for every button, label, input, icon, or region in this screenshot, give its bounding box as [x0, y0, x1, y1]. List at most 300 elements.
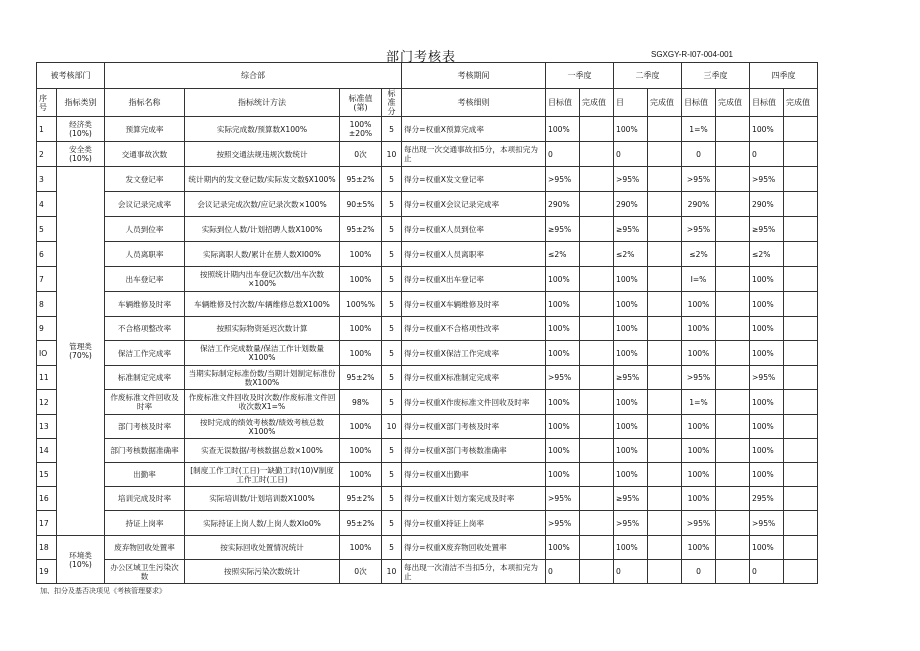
row-q1-target: 100% — [546, 117, 580, 142]
row-q3-done — [716, 192, 750, 217]
row-q2-done — [648, 366, 682, 390]
row-score: 5 — [382, 463, 402, 487]
row-rules: 得分=权重X车辆维修及时率 — [402, 292, 546, 317]
row-standard: 100% — [340, 242, 382, 267]
row-standard: 95±2% — [340, 366, 382, 390]
row-score: 5 — [382, 390, 402, 415]
row-name: 作废标准文件回收及时率 — [105, 390, 185, 415]
row-score: 5 — [382, 439, 402, 463]
table-row — [37, 192, 818, 217]
row-q3-target: >95% — [682, 511, 716, 536]
row-name: 交通事故次数 — [105, 142, 185, 167]
row-rules: 每出现一次清洁不当扣5分，本项扣完为止 — [402, 560, 546, 584]
row-score: 5 — [382, 192, 402, 217]
row-q4-target: ≥95% — [750, 217, 784, 242]
row-q4-done — [784, 439, 818, 463]
row-q3-target: 290% — [682, 192, 716, 217]
row-q4-done — [784, 366, 818, 390]
row-q1-done — [580, 487, 614, 511]
row-q2-done — [648, 192, 682, 217]
row-q4-done — [784, 242, 818, 267]
row-q4-target: 0 — [750, 560, 784, 584]
row-q4-target: 100% — [750, 267, 784, 292]
row-q4-done — [784, 267, 818, 292]
row-standard: 0次 — [340, 560, 382, 584]
row-rules: 得分=权重X废弃物回收处置率 — [402, 536, 546, 560]
row-q4-target: 0 — [750, 142, 784, 167]
row-method: 作废标准文件回收及时次数/作废标准文件回收次数X1=% — [185, 390, 340, 415]
row-q3-target: 100% — [682, 292, 716, 317]
row-q1-done — [580, 242, 614, 267]
col-seq: 序号 — [37, 89, 57, 117]
row-q4-target: >95% — [750, 167, 784, 192]
row-q4-done — [784, 192, 818, 217]
row-q4-target: 100% — [750, 390, 784, 415]
row-q4-target: >95% — [750, 366, 784, 390]
table-row — [37, 390, 818, 415]
row-seq: 14 — [37, 439, 57, 463]
page-title: 部门考核表 — [386, 50, 457, 65]
row-name: 发文登记率 — [105, 167, 185, 192]
row-q1-done — [580, 560, 614, 584]
header-row — [37, 63, 818, 89]
row-q1-target: >95% — [546, 167, 580, 192]
row-q1-done — [580, 511, 614, 536]
row-q1-target: 100% — [546, 536, 580, 560]
row-method: 实际完成数/预算数X100% — [185, 117, 340, 142]
row-q2-done — [648, 317, 682, 341]
row-q4-done — [784, 390, 818, 415]
row-category: 管理类(70%) — [57, 167, 105, 536]
row-name: 出车登记率 — [105, 267, 185, 292]
row-name: 不合格项整改率 — [105, 317, 185, 341]
row-q4-target: ≤2% — [750, 242, 784, 267]
row-q1-target: ≤2% — [546, 242, 580, 267]
row-seq: 16 — [37, 487, 57, 511]
row-q1-target: 100% — [546, 390, 580, 415]
row-q3-done — [716, 242, 750, 267]
row-q2-target: 100% — [614, 117, 648, 142]
row-method: 实查无误数据/考核数据总数×100% — [185, 439, 340, 463]
row-method: 实际持证上岗人数/上岗人数XIo0% — [185, 511, 340, 536]
table-row — [37, 167, 818, 192]
row-q3-done — [716, 439, 750, 463]
row-q3-done — [716, 536, 750, 560]
table-row — [37, 487, 818, 511]
row-q1-done — [580, 439, 614, 463]
row-q2-target: 100% — [614, 439, 648, 463]
row-score: 5 — [382, 167, 402, 192]
row-standard: 100% — [340, 415, 382, 439]
row-name: 会议记录完成率 — [105, 192, 185, 217]
row-seq: 9 — [37, 317, 57, 341]
row-q3-done — [716, 415, 750, 439]
row-q2-target: 100% — [614, 536, 648, 560]
row-score: 5 — [382, 511, 402, 536]
row-q4-done — [784, 341, 818, 366]
row-q2-done — [648, 511, 682, 536]
row-name: 部门考核及时率 — [105, 415, 185, 439]
row-q2-done — [648, 536, 682, 560]
col-method: 指标统计方法 — [185, 89, 340, 117]
row-name: 培训完成及时率 — [105, 487, 185, 511]
row-method: 按照实际物资延迟次数计算 — [185, 317, 340, 341]
table-row — [37, 511, 818, 536]
row-q2-target: ≤2% — [614, 242, 648, 267]
row-method: 车辆维修及忖次数/车辆维修总数X100% — [185, 292, 340, 317]
row-q3-done — [716, 142, 750, 167]
row-q2-target: 0 — [614, 142, 648, 167]
row-q1-done — [580, 167, 614, 192]
row-q2-done — [648, 242, 682, 267]
row-standard: 100% — [340, 536, 382, 560]
row-score: 5 — [382, 536, 402, 560]
row-q2-done — [648, 560, 682, 584]
table-row — [37, 292, 818, 317]
row-standard: 95±2% — [340, 487, 382, 511]
row-q1-done — [580, 366, 614, 390]
row-q4-done — [784, 217, 818, 242]
row-standard: 95±2% — [340, 511, 382, 536]
footnote: 加、扣分及基否决项见《考核管理要求》 — [40, 587, 166, 595]
row-standard: 95±2% — [340, 217, 382, 242]
row-q1-target: 100% — [546, 439, 580, 463]
row-standard: 100% — [340, 463, 382, 487]
row-method: 实际离职人数/累计在册人数XI00% — [185, 242, 340, 267]
row-q2-target: >95% — [614, 511, 648, 536]
row-q1-target: 0 — [546, 560, 580, 584]
row-rules: 得分=权重X人员到位率 — [402, 217, 546, 242]
row-q2-target: ≥95% — [614, 366, 648, 390]
row-name: 车辆维修及时率 — [105, 292, 185, 317]
col-name: 指标名称 — [105, 89, 185, 117]
row-q3-target: 0 — [682, 560, 716, 584]
row-q2-done — [648, 341, 682, 366]
row-seq: 13 — [37, 415, 57, 439]
quarter-1: 一季度 — [546, 63, 614, 89]
row-q3-target: 100% — [682, 439, 716, 463]
row-q2-done — [648, 267, 682, 292]
row-q4-done — [784, 167, 818, 192]
row-standard: 98% — [340, 390, 382, 415]
row-q1-done — [580, 117, 614, 142]
row-seq: 11 — [37, 366, 57, 390]
row-standard: 100% — [340, 267, 382, 292]
row-q1-done — [580, 536, 614, 560]
row-category: 环境类(10%) — [57, 536, 105, 584]
row-rules: 得分=权重X部门考核及时率 — [402, 415, 546, 439]
col-q2-target: 目 — [614, 89, 648, 117]
row-q1-done — [580, 192, 614, 217]
row-q1-target: 100% — [546, 341, 580, 366]
row-q1-done — [580, 463, 614, 487]
row-standard: 100% — [340, 341, 382, 366]
row-q2-target: 290% — [614, 192, 648, 217]
row-q2-target: ≥95% — [614, 217, 648, 242]
row-name: 办公区域卫生污染次数 — [105, 560, 185, 584]
row-rules: 得分=权重X会议记录完成率 — [402, 192, 546, 217]
row-seq: 4 — [37, 192, 57, 217]
row-rules: 得分=权重X出车登记率 — [402, 267, 546, 292]
row-seq: 5 — [37, 217, 57, 242]
row-seq: 19 — [37, 560, 57, 584]
col-category: 指标类别 — [57, 89, 105, 117]
row-q4-target: 100% — [750, 117, 784, 142]
row-q2-done — [648, 439, 682, 463]
row-q2-done — [648, 415, 682, 439]
table-row — [37, 560, 818, 584]
row-q3-done — [716, 366, 750, 390]
row-q1-target: 100% — [546, 292, 580, 317]
row-seq: 1 — [37, 117, 57, 142]
col-q4-target: 目标值 — [750, 89, 784, 117]
row-rules: 得分=权重X标准制定完成率 — [402, 366, 546, 390]
row-q4-target: 100% — [750, 415, 784, 439]
row-q3-done — [716, 292, 750, 317]
row-score: 5 — [382, 366, 402, 390]
row-q3-target: >95% — [682, 217, 716, 242]
row-method: 按实际回收处置情况统计 — [185, 536, 340, 560]
row-q3-target: ≤2% — [682, 242, 716, 267]
row-q3-target: >95% — [682, 167, 716, 192]
row-q4-done — [784, 536, 818, 560]
row-q3-target: >95% — [682, 366, 716, 390]
row-q3-done — [716, 511, 750, 536]
quarter-2: 二季度 — [614, 63, 682, 89]
row-q3-done — [716, 317, 750, 341]
row-seq: 7 — [37, 267, 57, 292]
col-q2-done: 完成值 — [648, 89, 682, 117]
row-q1-target: 100% — [546, 415, 580, 439]
row-q4-target: 290% — [750, 192, 784, 217]
row-score: 5 — [382, 117, 402, 142]
row-standard: 100% — [340, 439, 382, 463]
row-seq: 6 — [37, 242, 57, 267]
row-q3-done — [716, 560, 750, 584]
row-q4-target: 100% — [750, 536, 784, 560]
table-row — [37, 142, 818, 167]
row-name: 保洁工作完成率 — [105, 341, 185, 366]
row-method: 实际培训数/计划培训数X100% — [185, 487, 340, 511]
row-q4-done — [784, 560, 818, 584]
row-standard: 100%±20% — [340, 117, 382, 142]
table-row — [37, 463, 818, 487]
row-seq: 8 — [37, 292, 57, 317]
row-q4-done — [784, 463, 818, 487]
row-rules: 得分=权重X作废标准文件回收及时率 — [402, 390, 546, 415]
row-rules: 得分=权重X出勤率 — [402, 463, 546, 487]
assessment-table — [36, 62, 818, 584]
row-q4-target: >95% — [750, 511, 784, 536]
row-q4-done — [784, 415, 818, 439]
row-q4-done — [784, 117, 818, 142]
row-q3-done — [716, 390, 750, 415]
row-seq: 15 — [37, 463, 57, 487]
row-q1-done — [580, 267, 614, 292]
row-q3-target: 100% — [682, 341, 716, 366]
row-score: 5 — [382, 217, 402, 242]
row-method: 按照交通法规违规次数统计 — [185, 142, 340, 167]
table-row — [37, 242, 818, 267]
row-method: 按时完成的绩效考核数/绩效考核总数X100% — [185, 415, 340, 439]
row-standard: 0次 — [340, 142, 382, 167]
dept-value: 综合部 — [105, 63, 402, 89]
row-q1-target: >95% — [546, 366, 580, 390]
row-q1-done — [580, 341, 614, 366]
row-q3-done — [716, 117, 750, 142]
row-seq: 18 — [37, 536, 57, 560]
row-q1-target: >95% — [546, 487, 580, 511]
row-q3-target: 0 — [682, 142, 716, 167]
row-name: 出勤率 — [105, 463, 185, 487]
row-standard: 90±5% — [340, 192, 382, 217]
row-q2-target: >95% — [614, 167, 648, 192]
table-row — [37, 366, 818, 390]
row-method: 按照统计期内出车登记次数/出车次数×100% — [185, 267, 340, 292]
row-q1-target: 100% — [546, 317, 580, 341]
row-q1-done — [580, 217, 614, 242]
row-category: 经济类(10%) — [57, 117, 105, 142]
row-q4-target: 100% — [750, 463, 784, 487]
row-rules: 得分=权重X计划方案完成及时率 — [402, 487, 546, 511]
row-q2-target: 100% — [614, 390, 648, 415]
row-name: 持证上岗率 — [105, 511, 185, 536]
row-q4-target: 100% — [750, 292, 784, 317]
row-rules: 得分=权重X保洁工作完成率 — [402, 341, 546, 366]
row-score: 5 — [382, 267, 402, 292]
row-method: 保洁工作完成数量/保洁工作计划数量X100% — [185, 341, 340, 366]
table-row — [37, 267, 818, 292]
row-rules: 得分=权重X预算完成率 — [402, 117, 546, 142]
row-q3-done — [716, 463, 750, 487]
table-row — [37, 439, 818, 463]
row-score: 5 — [382, 317, 402, 341]
row-score: 5 — [382, 341, 402, 366]
row-q4-done — [784, 317, 818, 341]
row-method: 统计期内的发文登记数/实际发文数§X100% — [185, 167, 340, 192]
row-q1-target: ≥95% — [546, 217, 580, 242]
row-seq: 3 — [37, 167, 57, 192]
col-rules: 考核细则 — [402, 89, 546, 117]
row-q1-target: 0 — [546, 142, 580, 167]
row-q1-target: 100% — [546, 267, 580, 292]
row-q2-done — [648, 292, 682, 317]
row-rules: 每出现一次交通事故扣5分，本项扣完为止 — [402, 142, 546, 167]
row-rules: 得分=权重X人员离职率 — [402, 242, 546, 267]
row-category: 安全类(10%) — [57, 142, 105, 167]
row-q1-target: 290% — [546, 192, 580, 217]
row-q3-target: 100% — [682, 415, 716, 439]
row-q2-target: 100% — [614, 463, 648, 487]
row-q4-done — [784, 511, 818, 536]
row-q3-target: 100% — [682, 487, 716, 511]
row-q3-target: 100% — [682, 317, 716, 341]
row-q3-done — [716, 267, 750, 292]
table-row — [37, 317, 818, 341]
row-q4-done — [784, 487, 818, 511]
table-row — [37, 217, 818, 242]
row-q3-target: 100% — [682, 536, 716, 560]
quarter-4: 四季度 — [750, 63, 818, 89]
row-q3-target: 1=% — [682, 117, 716, 142]
row-q3-done — [716, 487, 750, 511]
row-method: 会议记录完成次数/应记录次数×100% — [185, 192, 340, 217]
row-q2-done — [648, 142, 682, 167]
row-q2-done — [648, 390, 682, 415]
row-score: 10 — [382, 142, 402, 167]
table-row — [37, 341, 818, 366]
row-name: 标准制定完成率 — [105, 366, 185, 390]
row-score: 5 — [382, 242, 402, 267]
row-q2-target: 100% — [614, 317, 648, 341]
row-method: 当期实际制定标准份数/当期计划制定标准份数X100% — [185, 366, 340, 390]
row-q4-done — [784, 142, 818, 167]
row-q2-target: 100% — [614, 341, 648, 366]
row-name: 人员离职率 — [105, 242, 185, 267]
row-q2-done — [648, 487, 682, 511]
row-q3-done — [716, 217, 750, 242]
col-q1-target: 目标值 — [546, 89, 580, 117]
row-q1-done — [580, 415, 614, 439]
table-row — [37, 415, 818, 439]
col-standard: 标准值(第) — [340, 89, 382, 117]
row-q2-done — [648, 167, 682, 192]
row-q4-target: 100% — [750, 439, 784, 463]
row-q3-done — [716, 341, 750, 366]
row-method: 按照实际污染次数统计 — [185, 560, 340, 584]
row-q1-target: 100% — [546, 463, 580, 487]
row-q1-done — [580, 317, 614, 341]
col-q1-done: 完成值 — [580, 89, 614, 117]
row-q3-target: I=% — [682, 267, 716, 292]
table-row — [37, 536, 818, 560]
row-q1-target: >95% — [546, 511, 580, 536]
row-q3-target: 1=% — [682, 390, 716, 415]
row-q2-done — [648, 217, 682, 242]
col-score: 标准分 — [382, 89, 402, 117]
row-seq: 17 — [37, 511, 57, 536]
row-q2-target: 0 — [614, 560, 648, 584]
row-name: 部门考核数据准确率 — [105, 439, 185, 463]
row-name: 人员到位率 — [105, 217, 185, 242]
row-q4-target: 295% — [750, 487, 784, 511]
col-q3-done: 完成值 — [716, 89, 750, 117]
row-q4-target: 100% — [750, 341, 784, 366]
row-q2-target: 100% — [614, 267, 648, 292]
row-rules: 得分=权重X发文登记率 — [402, 167, 546, 192]
row-q2-done — [648, 117, 682, 142]
row-q3-done — [716, 167, 750, 192]
row-name: 废弃物回收处置率 — [105, 536, 185, 560]
row-score: 5 — [382, 292, 402, 317]
col-q4-done: 完成值 — [784, 89, 818, 117]
row-q1-done — [580, 292, 614, 317]
row-score: 10 — [382, 415, 402, 439]
row-rules: 得分=权重X部门考核数准确率 — [402, 439, 546, 463]
dept-label: 被考核部门 — [37, 63, 105, 89]
row-seq: 2 — [37, 142, 57, 167]
row-name: 预算完成率 — [105, 117, 185, 142]
document-number: SGXGY-R-I07-004-001 — [651, 50, 733, 59]
row-method: 实际到位人数/计划招聘人数X100% — [185, 217, 340, 242]
row-q4-done — [784, 292, 818, 317]
row-q1-done — [580, 142, 614, 167]
row-rules: 得分=权重X不合格项性改率 — [402, 317, 546, 341]
row-q2-done — [648, 463, 682, 487]
row-standard: 95±2% — [340, 167, 382, 192]
row-score: 5 — [382, 487, 402, 511]
row-score: 10 — [382, 560, 402, 584]
